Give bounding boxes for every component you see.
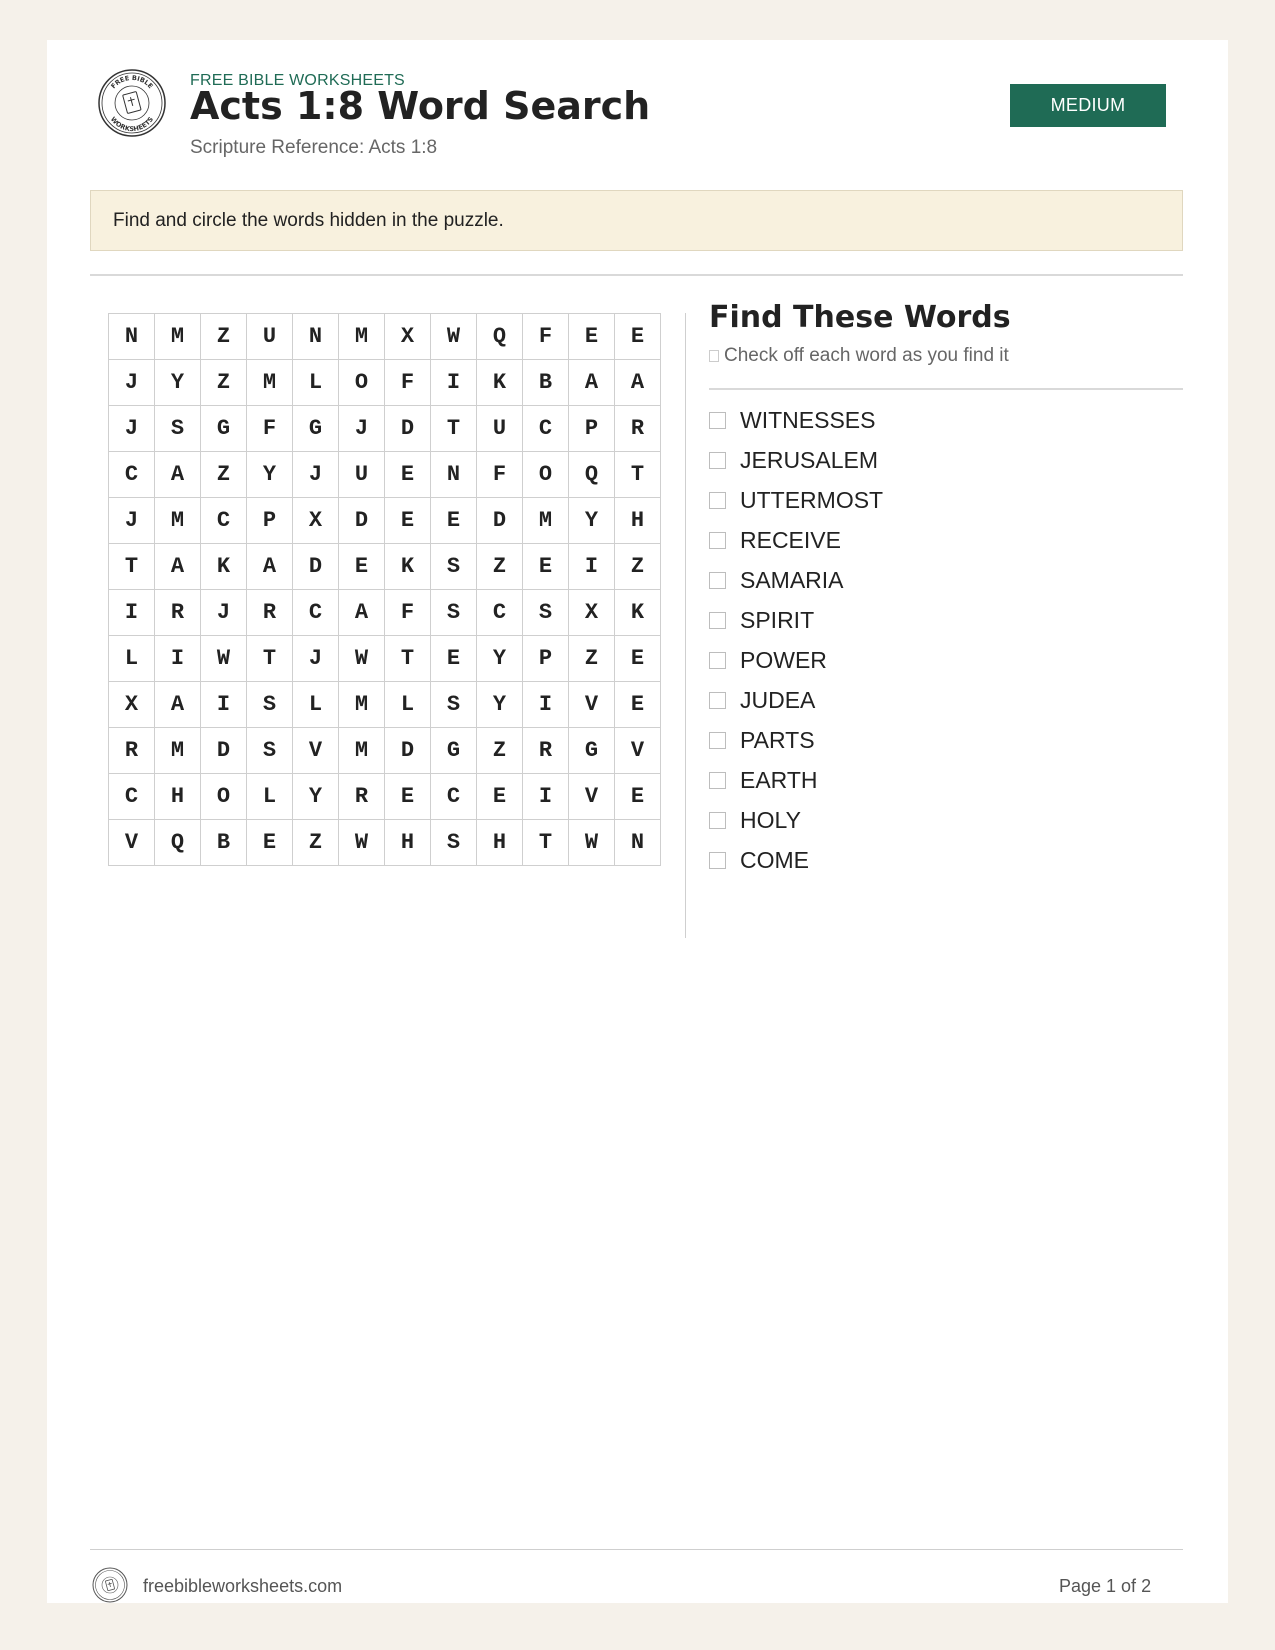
grid-cell: A — [247, 544, 293, 590]
grid-cell: A — [155, 544, 201, 590]
grid-cell: A — [615, 360, 661, 406]
grid-cell: Z — [201, 360, 247, 406]
grid-cell: P — [569, 406, 615, 452]
word-label: UTTERMOST — [740, 486, 884, 513]
grid-cell: T — [109, 544, 155, 590]
grid-row — [109, 406, 661, 452]
grid-cell: C — [431, 774, 477, 820]
checkbox-icon[interactable] — [709, 812, 726, 829]
checkbox-icon[interactable] — [709, 572, 726, 589]
checkbox-hint-icon — [709, 350, 719, 362]
grid-cell: E — [247, 820, 293, 866]
grid-cell: Z — [477, 728, 523, 774]
grid-cell: W — [201, 636, 247, 682]
grid-cell: M — [339, 682, 385, 728]
grid-cell: A — [155, 682, 201, 728]
grid-cell: J — [201, 590, 247, 636]
grid-cell: I — [523, 682, 569, 728]
grid-cell: L — [247, 774, 293, 820]
grid-cell: H — [155, 774, 201, 820]
grid-cell: K — [385, 544, 431, 590]
grid-cell: V — [293, 728, 339, 774]
footer-site: freebibleworksheets.com — [143, 1576, 343, 1596]
grid-cell: E — [615, 314, 661, 360]
grid-cell: V — [569, 682, 615, 728]
grid-cell: H — [615, 498, 661, 544]
svg-text:WORKSHEETS: WORKSHEETS — [108, 115, 156, 134]
grid-cell: F — [385, 360, 431, 406]
grid-cell: E — [385, 774, 431, 820]
grid-cell: S — [247, 682, 293, 728]
grid-cell: S — [247, 728, 293, 774]
page-number: Page 1 of 2 — [1059, 1576, 1152, 1596]
grid-cell: K — [477, 360, 523, 406]
grid-cell: T — [385, 636, 431, 682]
grid-cell: H — [385, 820, 431, 866]
grid-cell: G — [293, 406, 339, 452]
grid-cell: C — [477, 590, 523, 636]
checkbox-icon[interactable] — [709, 732, 726, 749]
grid-cell: I — [523, 774, 569, 820]
grid-cell: A — [569, 360, 615, 406]
grid-cell: Y — [293, 774, 339, 820]
grid-cell: S — [155, 406, 201, 452]
grid-cell: E — [569, 314, 615, 360]
grid-row — [109, 774, 661, 820]
grid-cell: J — [109, 498, 155, 544]
grid-cell: N — [293, 314, 339, 360]
grid-cell: G — [569, 728, 615, 774]
grid-cell: J — [109, 406, 155, 452]
grid-cell: S — [431, 590, 477, 636]
grid-cell: R — [109, 728, 155, 774]
grid-cell: J — [109, 360, 155, 406]
grid-cell: P — [247, 498, 293, 544]
grid-cell: T — [523, 820, 569, 866]
grid-cell: D — [385, 406, 431, 452]
grid-cell: D — [293, 544, 339, 590]
grid-cell: O — [339, 360, 385, 406]
grid-row — [109, 360, 661, 406]
grid-cell: P — [523, 636, 569, 682]
column-divider — [685, 313, 686, 938]
checkbox-icon[interactable] — [709, 412, 726, 429]
grid-cell: I — [109, 590, 155, 636]
grid-cell: M — [339, 728, 385, 774]
grid-cell: L — [109, 636, 155, 682]
grid-cell: D — [385, 728, 431, 774]
word-label: RECEIVE — [740, 526, 841, 553]
grid-cell: R — [615, 406, 661, 452]
checkbox-icon[interactable] — [709, 452, 726, 469]
grid-cell: X — [385, 314, 431, 360]
word-list-hint-text: Check off each word as you find it — [724, 345, 1009, 366]
grid-cell: Z — [615, 544, 661, 590]
instructions-box — [90, 190, 1183, 251]
grid-cell: J — [339, 406, 385, 452]
word-list-hint — [709, 345, 1009, 367]
grid-cell: M — [155, 498, 201, 544]
word-label: JERUSALEM — [740, 446, 879, 473]
grid-cell: E — [385, 452, 431, 498]
word-list-item — [709, 800, 883, 840]
grid-cell: W — [431, 314, 477, 360]
word-list-divider — [709, 388, 1183, 390]
grid-cell: M — [247, 360, 293, 406]
footer-logo-icon — [92, 1567, 128, 1603]
grid-cell: F — [477, 452, 523, 498]
grid-cell: K — [201, 544, 247, 590]
grid-cell: Q — [569, 452, 615, 498]
word-list-item — [709, 480, 883, 520]
grid-cell: R — [523, 728, 569, 774]
grid-cell: M — [155, 314, 201, 360]
grid-row — [109, 452, 661, 498]
grid-cell: C — [201, 498, 247, 544]
grid-cell: E — [385, 498, 431, 544]
word-list-item — [709, 520, 883, 560]
word-label: SAMARIA — [740, 566, 844, 593]
grid-cell: R — [155, 590, 201, 636]
grid-cell: Y — [155, 360, 201, 406]
grid-cell: U — [477, 406, 523, 452]
grid-cell: L — [385, 682, 431, 728]
grid-cell: S — [431, 544, 477, 590]
checkbox-icon[interactable] — [709, 652, 726, 669]
grid-row — [109, 544, 661, 590]
word-label: PARTS — [740, 726, 815, 753]
grid-cell: K — [615, 590, 661, 636]
word-list-item — [709, 680, 883, 720]
grid-cell: V — [615, 728, 661, 774]
grid-row — [109, 314, 661, 360]
checkbox-icon[interactable] — [709, 532, 726, 549]
grid-cell: S — [523, 590, 569, 636]
grid-cell: E — [431, 498, 477, 544]
grid-cell: X — [109, 682, 155, 728]
grid-row — [109, 498, 661, 544]
grid-cell: N — [109, 314, 155, 360]
grid-cell: X — [293, 498, 339, 544]
scripture-reference: Scripture Reference: Acts 1:8 — [190, 137, 438, 158]
grid-cell: V — [569, 774, 615, 820]
grid-cell: Z — [569, 636, 615, 682]
checkbox-icon[interactable] — [709, 492, 726, 509]
grid-cell: J — [293, 636, 339, 682]
grid-cell: J — [293, 452, 339, 498]
grid-cell: L — [293, 360, 339, 406]
grid-cell: W — [339, 820, 385, 866]
grid-cell: I — [201, 682, 247, 728]
grid-cell: I — [155, 636, 201, 682]
grid-cell: S — [431, 682, 477, 728]
grid-cell: C — [109, 452, 155, 498]
checkbox-icon[interactable] — [709, 692, 726, 709]
grid-cell: M — [523, 498, 569, 544]
word-search-grid — [108, 313, 661, 866]
word-list-item — [709, 840, 883, 880]
worksheet-page — [47, 40, 1228, 1603]
grid-cell: R — [339, 774, 385, 820]
word-label: JUDEA — [740, 686, 816, 713]
grid-cell: X — [569, 590, 615, 636]
grid-cell: T — [247, 636, 293, 682]
grid-cell: F — [385, 590, 431, 636]
grid-row — [109, 636, 661, 682]
word-list — [709, 400, 883, 880]
word-label: EARTH — [740, 766, 818, 793]
grid-cell: C — [293, 590, 339, 636]
checkbox-icon[interactable] — [709, 772, 726, 789]
instructions-text: Find and circle the words hidden in the puzzle. — [113, 209, 504, 231]
grid-cell: L — [293, 682, 339, 728]
grid-cell: Y — [569, 498, 615, 544]
grid-cell: E — [477, 774, 523, 820]
grid-cell: Y — [247, 452, 293, 498]
word-list-item — [709, 720, 883, 760]
word-label: SPIRIT — [740, 606, 815, 633]
grid-cell: Q — [155, 820, 201, 866]
brand-name: FREE BIBLE WORKSHEETS — [190, 72, 405, 89]
word-label: POWER — [740, 646, 827, 673]
grid-cell: M — [155, 728, 201, 774]
grid-cell: Z — [477, 544, 523, 590]
word-list-item — [709, 760, 883, 800]
grid-cell: E — [615, 636, 661, 682]
grid-cell: T — [431, 406, 477, 452]
svg-text:FREE BIBLE: FREE BIBLE — [109, 73, 155, 91]
word-list-item — [709, 440, 883, 480]
grid-cell: B — [523, 360, 569, 406]
grid-cell: N — [615, 820, 661, 866]
grid-cell: U — [247, 314, 293, 360]
grid-cell: G — [201, 406, 247, 452]
grid-cell: D — [477, 498, 523, 544]
grid-cell: E — [523, 544, 569, 590]
grid-cell: H — [477, 820, 523, 866]
grid-cell: D — [339, 498, 385, 544]
grid-cell: D — [201, 728, 247, 774]
grid-cell: F — [247, 406, 293, 452]
grid-cell: O — [523, 452, 569, 498]
word-list-item — [709, 560, 883, 600]
grid-cell: M — [339, 314, 385, 360]
grid-cell: Q — [477, 314, 523, 360]
word-list-item — [709, 400, 883, 440]
grid-cell: R — [247, 590, 293, 636]
grid-row — [109, 820, 661, 866]
logo-seal-icon — [97, 68, 167, 138]
grid-cell: S — [431, 820, 477, 866]
grid-cell: V — [109, 820, 155, 866]
word-label: WITNESSES — [740, 406, 876, 433]
grid-cell: E — [431, 636, 477, 682]
word-label: HOLY — [740, 806, 801, 833]
header-divider — [90, 274, 1183, 276]
grid-row — [109, 728, 661, 774]
difficulty-badge: MEDIUM — [1010, 84, 1166, 127]
grid-cell: C — [523, 406, 569, 452]
grid-cell: G — [431, 728, 477, 774]
word-list-item — [709, 600, 883, 640]
grid-row — [109, 590, 661, 636]
grid-cell: N — [431, 452, 477, 498]
word-label: COME — [740, 846, 809, 873]
grid-cell: E — [339, 544, 385, 590]
checkbox-icon[interactable] — [709, 612, 726, 629]
grid-cell: I — [569, 544, 615, 590]
grid-cell: U — [339, 452, 385, 498]
footer-divider — [90, 1549, 1183, 1550]
grid-cell: Z — [293, 820, 339, 866]
grid-cell: B — [201, 820, 247, 866]
grid-cell: E — [615, 774, 661, 820]
grid-row — [109, 682, 661, 728]
word-list-item — [709, 640, 883, 680]
grid-cell: C — [109, 774, 155, 820]
grid-cell: T — [615, 452, 661, 498]
grid-cell: O — [201, 774, 247, 820]
grid-cell: Y — [477, 636, 523, 682]
grid-cell: W — [569, 820, 615, 866]
grid-cell: Y — [477, 682, 523, 728]
grid-cell: I — [431, 360, 477, 406]
grid-cell: A — [155, 452, 201, 498]
grid-cell: W — [339, 636, 385, 682]
grid-cell: Z — [201, 452, 247, 498]
word-list-title: Find These Words — [709, 300, 1011, 335]
grid-cell: Z — [201, 314, 247, 360]
grid-cell: A — [339, 590, 385, 636]
grid-cell: F — [523, 314, 569, 360]
checkbox-icon[interactable] — [709, 852, 726, 869]
grid-cell: E — [615, 682, 661, 728]
page-title: Acts 1:8 Word Search — [190, 84, 651, 128]
